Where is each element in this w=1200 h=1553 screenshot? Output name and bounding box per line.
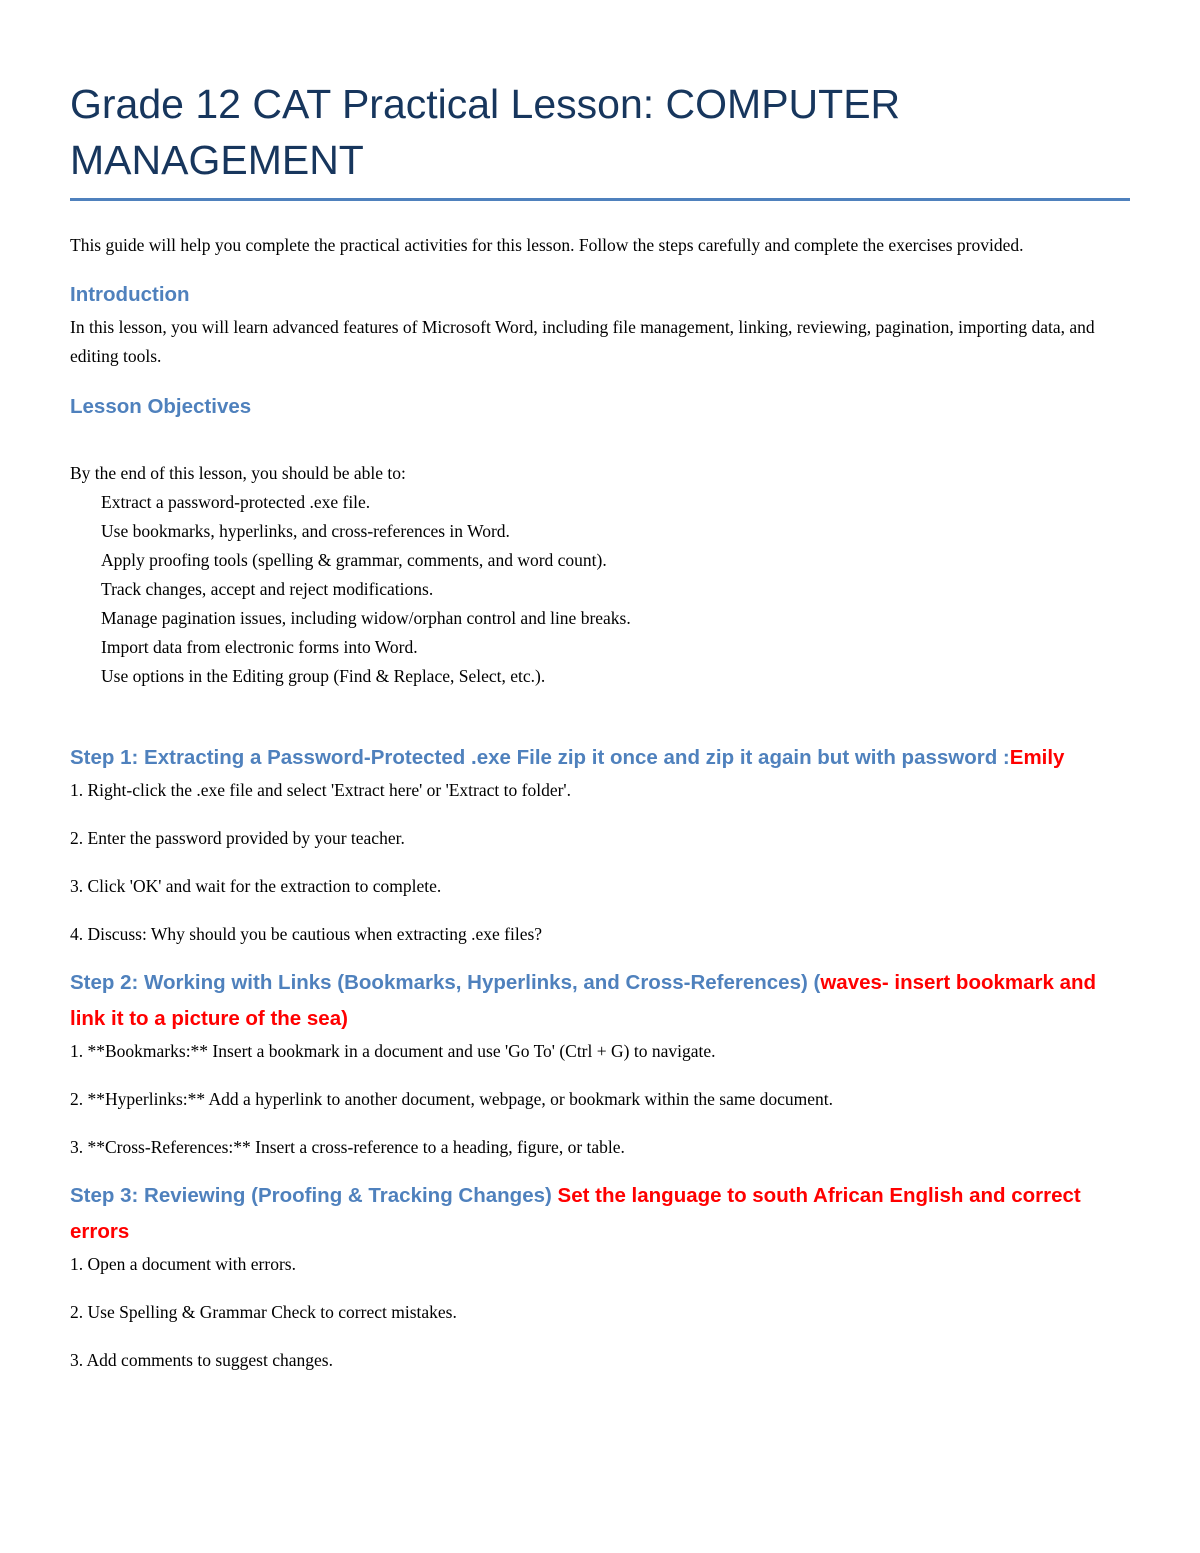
document-title bbox=[70, 76, 1130, 188]
step-2-heading-note: waves- insert bookmark and link it to a picture of the sea) bbox=[70, 971, 1097, 1030]
objective-item: Import data from electronic forms into Word. bbox=[101, 637, 418, 657]
step-1-item: 4. Discuss: Why should you be cautious when extracting .exe files? bbox=[70, 924, 543, 944]
step-1-heading-note: Emily bbox=[1009, 746, 1065, 769]
step-1-item: 2. Enter the password provided by your teacher. bbox=[70, 828, 405, 848]
intro-paragraph: This guide will help you complete the practical activities for this lesson. Follow the steps carefully and complete the exercises provided. bbox=[70, 235, 1024, 255]
step-2-heading-main: Step 2: Working with Links (Bookmarks, Hyperlinks, and Cross-References) ( bbox=[70, 971, 821, 994]
step-3-item: 2. Use Spelling & Grammar Check to correct mistakes. bbox=[70, 1302, 457, 1322]
title-underline-rule bbox=[70, 198, 1130, 201]
objectives-lead: By the end of this lesson, you should be able to: bbox=[70, 463, 406, 483]
objective-item: Apply proofing tools (spelling & grammar, comments, and word count). bbox=[101, 550, 607, 570]
document-page bbox=[70, 76, 1130, 1375]
objectives-heading: Lesson Objectives bbox=[70, 395, 252, 418]
step-3-item: 3. Add comments to suggest changes. bbox=[70, 1350, 333, 1370]
step-2-heading bbox=[70, 965, 1130, 1037]
step-3-heading-note: Set the language to south African English and correct errors bbox=[70, 1184, 1081, 1243]
step-2-item: 2. **Hyperlinks:** Add a hyperlink to another document, webpage, or bookmark within the same document. bbox=[70, 1089, 834, 1109]
step-3-item: 1. Open a document with errors. bbox=[70, 1254, 296, 1274]
objective-item: Extract a password-protected .exe file. bbox=[101, 492, 371, 512]
title-line-1: Grade 12 CAT Practical Lesson: COMPUTER bbox=[70, 81, 901, 127]
objective-item: Use bookmarks, hyperlinks, and cross-references in Word. bbox=[101, 521, 510, 541]
title-line-2: MANAGEMENT bbox=[70, 137, 364, 183]
step-1-item: 1. Right-click the .exe file and select 'Extract here' or 'Extract to folder'. bbox=[70, 780, 571, 800]
step-3-heading bbox=[70, 1178, 1130, 1250]
step-2-item: 1. **Bookmarks:** Insert a bookmark in a document and use 'Go To' (Ctrl + G) to navigate. bbox=[70, 1041, 716, 1061]
step-1-heading bbox=[70, 740, 1130, 776]
objective-item: Use options in the Editing group (Find & Replace, Select, etc.). bbox=[101, 666, 546, 686]
objective-item: Manage pagination issues, including widow/orphan control and line breaks. bbox=[101, 608, 631, 628]
step-1-item: 3. Click 'OK' and wait for the extraction to complete. bbox=[70, 876, 442, 896]
step-2-item: 3. **Cross-References:** Insert a cross-reference to a heading, figure, or table. bbox=[70, 1137, 625, 1157]
objectives-list bbox=[70, 488, 1130, 691]
step-3-heading-main: Step 3: Reviewing (Proofing & Tracking Changes) bbox=[70, 1184, 558, 1207]
objective-item: Track changes, accept and reject modifications. bbox=[101, 579, 434, 599]
introduction-heading: Introduction bbox=[70, 283, 190, 306]
introduction-text: In this lesson, you will learn advanced features of Microsoft Word, including file management, linking, reviewing, pagination, importing data, and editing tools. bbox=[70, 317, 1095, 366]
step-1-heading-main: Step 1: Extracting a Password-Protected .exe File zip it once and zip it again but with password : bbox=[70, 746, 1010, 769]
